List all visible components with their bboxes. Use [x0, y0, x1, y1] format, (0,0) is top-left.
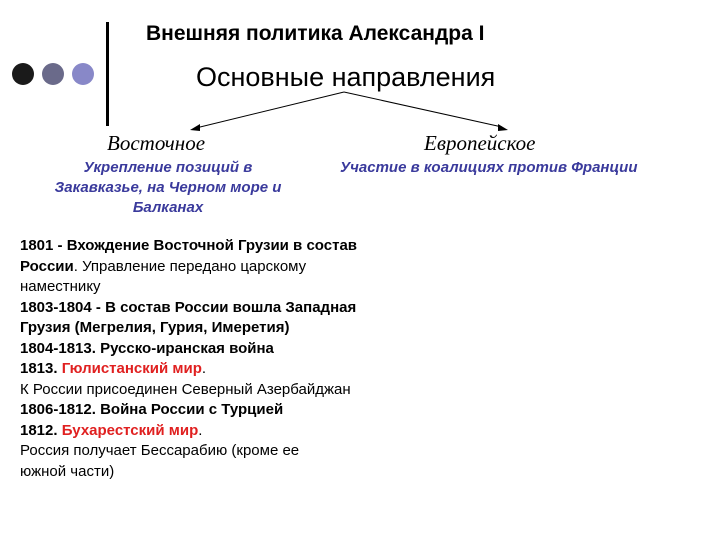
direction-east-desc [18, 158, 318, 218]
event-text: 1812. [20, 421, 62, 439]
event-text: 1804-1813. Русско-иранская война [20, 339, 274, 357]
arrow-left-head [190, 124, 200, 131]
event-text: 1813. [20, 360, 62, 377]
page-subtitle: Основные направления [196, 62, 496, 92]
event-line [20, 236, 440, 257]
direction-west-desc: Участие в коалициях против Франции [340, 159, 638, 176]
event-text: 1803-1804 - В состав России вошла Западная [20, 298, 357, 316]
page-title: Внешняя политика Александра I [146, 22, 485, 45]
east-desc-line: Балканах [132, 199, 204, 216]
event-text: южной части) [20, 462, 115, 480]
event-text: . [198, 421, 203, 439]
event-text: наместнику [20, 278, 101, 295]
arrow-right-head [498, 124, 508, 131]
direction-east-label: Восточное [107, 131, 206, 155]
events-list [20, 236, 440, 482]
treaty-name: Гюлистанский мир [61, 360, 202, 377]
event-text: России [20, 257, 74, 275]
event-text: . Управление передано царскому [73, 257, 307, 275]
event-line [20, 318, 440, 339]
event-line [20, 421, 440, 442]
event-line [20, 257, 440, 278]
event-line [20, 400, 440, 421]
event-line [20, 441, 440, 462]
event-line [20, 380, 440, 401]
event-line [20, 298, 440, 319]
event-line [20, 277, 440, 298]
event-line [20, 339, 440, 360]
event-text: 1806-1812. Война России с Турцией [20, 401, 284, 418]
event-text: Грузия (Мегрелия, Гурия, Имеретия) [20, 319, 290, 336]
treaty-name: Бухарестский мир [61, 421, 199, 439]
event-text: 1801 - Вхождение Восточной Грузии в состав [20, 237, 358, 254]
arrow-left-line [196, 92, 344, 128]
direction-west-label: Европейское [424, 131, 536, 155]
arrow-right-line [344, 92, 502, 127]
east-desc-line: Укрепление позиций в [83, 159, 253, 176]
event-text: К России присоединен Северный Азербайджан [20, 380, 351, 398]
event-line [20, 462, 440, 483]
event-text: Россия получает Бессарабию (кроме ее [20, 442, 300, 459]
event-line [20, 359, 440, 380]
east-desc-line: Закавказье, на Черном море и [54, 179, 282, 196]
event-text: . [201, 360, 207, 377]
